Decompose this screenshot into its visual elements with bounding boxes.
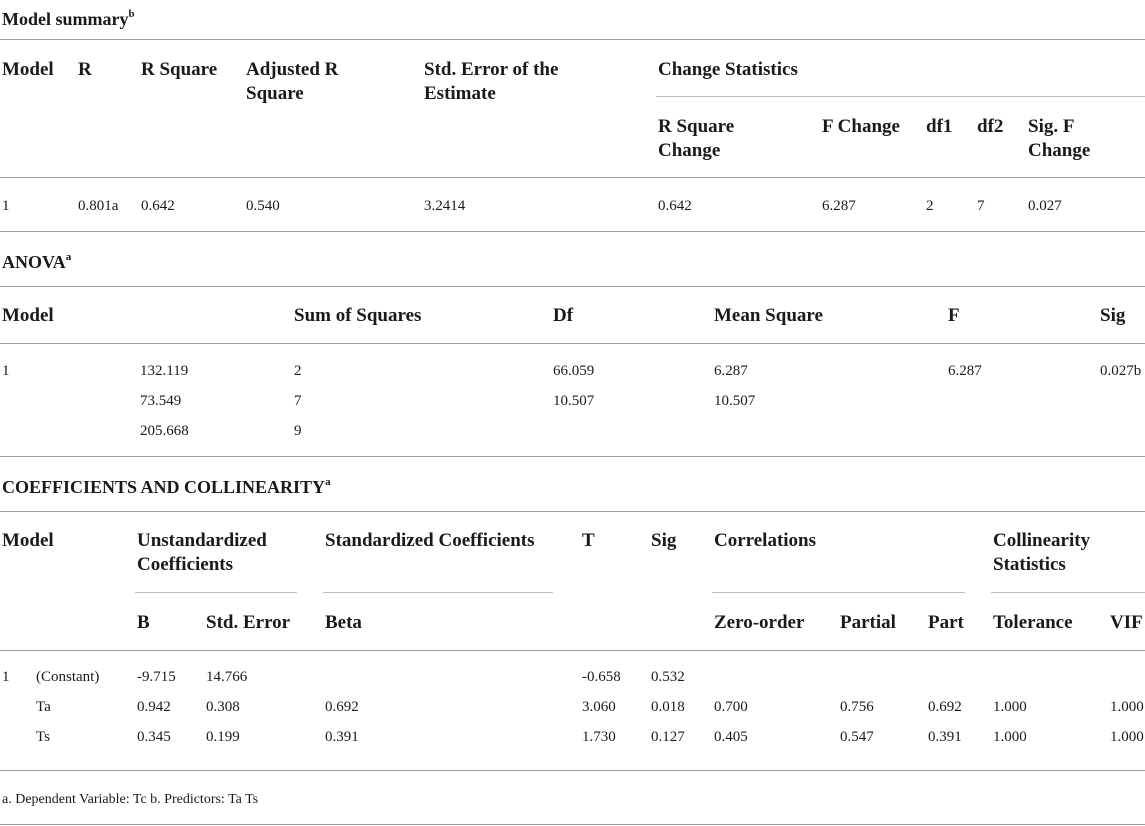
coef-header-zero-order: Zero-order [714, 612, 805, 633]
rule [656, 96, 1145, 97]
coef-header-unstandardized: Unstandardized Coefficients [137, 530, 267, 575]
coef-cell-tolerance: 1.000 [993, 729, 1027, 745]
coef-cell-sig: 0.127 [651, 729, 685, 745]
coef-cell-zero-order: 0.700 [714, 699, 748, 715]
coef-cell-beta: 0.391 [325, 729, 359, 745]
header-model: Model [2, 59, 54, 80]
coef-cell-name: Ta [36, 699, 51, 715]
header-df1: df1 [926, 116, 953, 137]
coef-header-correlations: Correlations [714, 530, 817, 551]
coef-cell-t: 3.060 [582, 699, 616, 715]
cell-f-change: 6.287 [822, 198, 856, 214]
coef-header-vif: VIF [1110, 612, 1143, 633]
header-change-statistics: Change Statistics [658, 59, 798, 80]
coef-cell-partial: 0.547 [840, 729, 874, 745]
coef-cell-part: 0.692 [928, 699, 962, 715]
coef-header-part: Part [928, 612, 964, 633]
rule [0, 231, 1145, 232]
anova-cell: 1 [2, 363, 10, 379]
anova-cell: 7 [294, 393, 302, 409]
anova-header-sum-of-squares: Sum of Squares [294, 305, 422, 326]
coef-cell-sig: 0.018 [651, 699, 685, 715]
coef-header-std-error: Std. Error [206, 612, 291, 633]
coef-header-t: T [582, 530, 595, 551]
rule [0, 650, 1145, 651]
anova-cell: 132.119 [140, 363, 189, 379]
cell-sig-f-change: 0.027 [1028, 198, 1062, 214]
anova-cell: 205.668 [140, 423, 189, 439]
anova-cell: 66.059 [553, 363, 595, 379]
coef-cell-sig: 0.532 [651, 669, 685, 685]
coef-cell-std-error: 0.199 [206, 729, 240, 745]
cell-model: 1 [2, 198, 10, 214]
anova-header-df: Df [553, 305, 574, 326]
cell-df1: 2 [926, 198, 934, 214]
coef-header-b: B [137, 612, 150, 633]
coef-cell-vif: 1.000 [1110, 729, 1144, 745]
header-df2: df2 [977, 116, 1004, 137]
coef-cell-partial: 0.756 [840, 699, 874, 715]
rule [323, 592, 553, 593]
rule [712, 592, 965, 593]
header-adjusted-r-square: Adjusted R Square [246, 59, 339, 104]
coef-header-model: Model [2, 530, 54, 551]
model-summary-title: Model summary$^b$ [2, 8, 135, 29]
cell-r-square-change: 0.642 [658, 198, 692, 214]
header-r-square-change: R Square Change [658, 116, 735, 161]
anova-cell: 9 [294, 423, 302, 439]
header-sig-f-change: Sig. F Change [1028, 116, 1091, 161]
rule [0, 343, 1145, 344]
coef-cell-beta: 0.692 [325, 699, 359, 715]
coef-cell-b: 0.345 [137, 729, 171, 745]
rule [135, 592, 297, 593]
coef-header-partial: Partial [840, 612, 896, 633]
rule [0, 770, 1145, 771]
coef-cell-name: (Constant) [36, 669, 100, 685]
coef-cell-part: 0.391 [928, 729, 962, 745]
rule [991, 592, 1145, 593]
coef-cell-zero-order: 0.405 [714, 729, 748, 745]
anova-cell: 6.287 [948, 363, 982, 379]
rule [0, 456, 1145, 457]
table-footnote: a. Dependent Variable: Tc b. Predictors: Ta Ts [2, 792, 259, 807]
coef-header-beta: Beta [325, 612, 362, 633]
anova-header-mean-square: Mean Square [714, 305, 823, 326]
coef-cell-std-error: 14.766 [206, 669, 248, 685]
anova-cell: 73.549 [140, 393, 182, 409]
coef-cell-vif: 1.000 [1110, 699, 1144, 715]
anova-cell: 10.507 [714, 393, 756, 409]
cell-r: 0.801a [78, 198, 119, 214]
coef-cell-t: 1.730 [582, 729, 616, 745]
coef-cell-model: 1 [2, 669, 10, 685]
rule [0, 824, 1145, 825]
anova-header-model: Model [2, 305, 54, 326]
rule [0, 39, 1145, 40]
header-f-change: F Change [822, 116, 900, 137]
anova-cell: 6.287 [714, 363, 748, 379]
anova-title: ANOVA$^a$ [2, 251, 72, 272]
anova-header-f: F [948, 305, 960, 326]
anova-cell: 0.027b [1100, 363, 1142, 379]
rule [0, 511, 1145, 512]
rule [0, 286, 1145, 287]
coef-cell-name: Ts [36, 729, 50, 745]
header-r-square: R Square [141, 59, 218, 80]
coef-cell-b: 0.942 [137, 699, 171, 715]
rule [0, 177, 1145, 178]
coef-cell-b: -9.715 [137, 669, 176, 685]
coef-header-tolerance: Tolerance [993, 612, 1073, 633]
coef-cell-tolerance: 1.000 [993, 699, 1027, 715]
anova-header-sig: Sig [1100, 305, 1126, 326]
header-std-error-estimate: Std. Error of the Estimate [424, 59, 559, 104]
cell-df2: 7 [977, 198, 985, 214]
cell-r-square: 0.642 [141, 198, 175, 214]
header-r: R [78, 59, 92, 80]
cell-std-error: 3.2414 [424, 198, 466, 214]
anova-cell: 2 [294, 363, 302, 379]
anova-cell: 10.507 [553, 393, 595, 409]
coef-header-standardized: Standardized Coefficients [325, 530, 535, 551]
coef-cell-std-error: 0.308 [206, 699, 240, 715]
coefficients-title: COEFFICIENTS AND COLLINEARITY$^a$ [2, 476, 331, 497]
coef-cell-t: -0.658 [582, 669, 621, 685]
coef-header-sig: Sig [651, 530, 677, 551]
coef-header-collinearity: Collinearity Statistics [993, 530, 1091, 575]
cell-adj-r-square: 0.540 [246, 198, 280, 214]
